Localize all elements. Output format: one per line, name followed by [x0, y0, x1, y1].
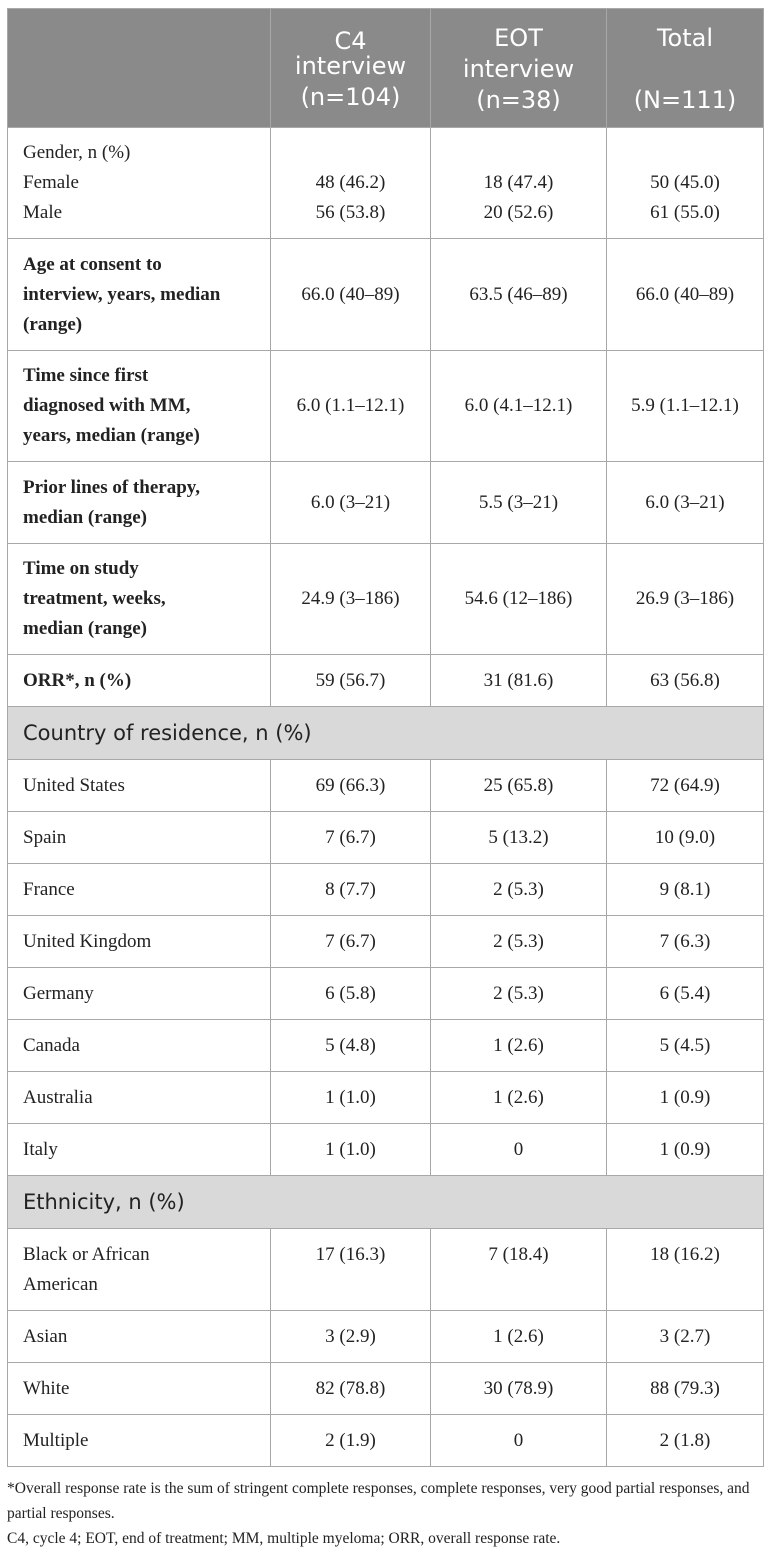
country-label: United Kingdom [8, 916, 271, 968]
country-total: 1 (0.9) [607, 1072, 764, 1124]
header-text: interview [462, 54, 575, 83]
diagnosis-c4: 6.0 (1.1–12.1) [271, 351, 431, 462]
country-section-title: Country of residence, n (%) [8, 707, 764, 760]
ethnicity-eot [431, 1229, 607, 1311]
header-text: (n=104) [300, 82, 401, 111]
table-row [8, 1415, 764, 1467]
ethnicity-total: 3 (2.7) [607, 1311, 764, 1363]
gender-male-total: 61 (55.0) [650, 202, 720, 223]
treatment-label [8, 544, 271, 655]
header-c4-interview [271, 9, 431, 128]
orr-label: ORR*, n (%) [8, 655, 271, 707]
table-header-row [8, 9, 764, 128]
gender-male-eot: 20 (52.6) [483, 202, 554, 223]
country-c4: 1 (1.0) [271, 1124, 431, 1176]
country-eot: 25 (65.8) [431, 760, 607, 812]
ethnicity-section-title: Ethnicity, n (%) [8, 1176, 764, 1229]
gender-female-eot: 18 (47.4) [483, 172, 554, 193]
table-row [8, 1072, 764, 1124]
label-line: Time since first [23, 365, 149, 386]
ethnicity-c4: 2 (1.9) [271, 1415, 431, 1467]
demographics-table-container [7, 8, 763, 1467]
footnote-orr-definition: *Overall response rate is the sum of stringent complete responses, complete responses, very good partial responses, and partial responses. [7, 1480, 750, 1522]
orr-eot: 31 (81.6) [431, 655, 607, 707]
label-line: Age at consent to [23, 253, 162, 275]
gender-male-label: Male [23, 202, 63, 223]
label-line: Prior lines of therapy, [23, 476, 200, 498]
gender-female-label: Female [23, 172, 79, 193]
country-label: United States [8, 760, 271, 812]
prior-lines-total: 6.0 (3–21) [607, 462, 764, 544]
prior-lines-label [8, 462, 271, 544]
prior-lines-c4: 6.0 (3–21) [271, 462, 431, 544]
demographics-table [7, 8, 764, 1467]
country-eot: 5 (13.2) [431, 812, 607, 864]
table-row-time-since-diagnosis [8, 351, 764, 462]
country-c4: 5 (4.8) [271, 1020, 431, 1072]
country-c4: 69 (66.3) [271, 760, 431, 812]
country-eot: 1 (2.6) [431, 1072, 607, 1124]
header-text: C4 [334, 26, 367, 55]
country-total: 1 (0.9) [607, 1124, 764, 1176]
table-row-age [8, 239, 764, 351]
table-row-prior-lines [8, 462, 764, 544]
value-text: 18 (16.2) [650, 1244, 720, 1265]
country-eot: 2 (5.3) [431, 864, 607, 916]
table-row [8, 1363, 764, 1415]
country-total: 10 (9.0) [607, 812, 764, 864]
ethnicity-total [607, 1229, 764, 1311]
ethnicity-eot: 30 (78.9) [431, 1363, 607, 1415]
gender-label-cell [8, 128, 271, 239]
country-eot: 2 (5.3) [431, 916, 607, 968]
country-eot: 2 (5.3) [431, 968, 607, 1020]
section-country [8, 707, 764, 760]
age-eot: 63.5 (46–89) [431, 239, 607, 351]
label-line: years, median (range) [23, 425, 200, 446]
table-row [8, 760, 764, 812]
table-row [8, 968, 764, 1020]
table-footnotes [7, 1476, 767, 1551]
country-c4: 7 (6.7) [271, 916, 431, 968]
country-eot: 0 [431, 1124, 607, 1176]
ethnicity-c4 [271, 1229, 431, 1311]
header-text: (n=38) [476, 85, 561, 114]
country-c4: 7 (6.7) [271, 812, 431, 864]
table-row [8, 1020, 764, 1072]
table-row [8, 864, 764, 916]
label-line: diagnosed with MM, [23, 395, 191, 416]
country-total: 7 (6.3) [607, 916, 764, 968]
value-text: 17 (16.3) [315, 1244, 386, 1265]
label-line: American [23, 1273, 98, 1295]
table-row [8, 1124, 764, 1176]
age-c4: 66.0 (40–89) [271, 239, 431, 351]
country-c4: 6 (5.8) [271, 968, 431, 1020]
ethnicity-label: Asian [8, 1311, 271, 1363]
header-text: EOT [494, 23, 543, 52]
ethnicity-c4: 82 (78.8) [271, 1363, 431, 1415]
label-line: (range) [23, 313, 83, 335]
gender-c4-cell [271, 128, 431, 239]
treatment-c4: 24.9 (3–186) [271, 544, 431, 655]
ethnicity-eot: 0 [431, 1415, 607, 1467]
header-spacer [607, 54, 763, 85]
prior-lines-eot: 5.5 (3–21) [431, 462, 607, 544]
label-line: Black or African [23, 1243, 150, 1265]
gender-female-c4: 48 (46.2) [315, 172, 386, 193]
country-total: 5 (4.5) [607, 1020, 764, 1072]
diagnosis-total: 5.9 (1.1–12.1) [607, 351, 764, 462]
country-c4: 1 (1.0) [271, 1072, 431, 1124]
gender-title: Gender, n (%) [23, 142, 131, 163]
orr-total: 63 (56.8) [607, 655, 764, 707]
treatment-eot: 54.6 (12–186) [431, 544, 607, 655]
header-text: (N=111) [633, 85, 737, 114]
header-text: Total [656, 23, 714, 52]
ethnicity-label: White [8, 1363, 271, 1415]
ethnicity-eot: 1 (2.6) [431, 1311, 607, 1363]
country-label: Italy [8, 1124, 271, 1176]
country-label: Germany [8, 968, 271, 1020]
footnote-abbreviations: C4, cycle 4; EOT, end of treatment; MM, multiple myeloma; ORR, overall response rate. [7, 1530, 561, 1547]
table-row-gender [8, 128, 764, 239]
label-line: median (range) [23, 506, 148, 528]
country-label: France [8, 864, 271, 916]
ethnicity-total: 88 (79.3) [607, 1363, 764, 1415]
gender-total-cell [607, 128, 764, 239]
ethnicity-label [8, 1229, 271, 1311]
table-row [8, 812, 764, 864]
orr-c4: 59 (56.7) [271, 655, 431, 707]
header-total [607, 9, 764, 128]
ethnicity-label: Multiple [8, 1415, 271, 1467]
label-line: interview, years, median [23, 283, 221, 305]
ethnicity-c4: 3 (2.9) [271, 1311, 431, 1363]
age-total: 66.0 (40–89) [607, 239, 764, 351]
age-label [8, 239, 271, 351]
label-line: treatment, weeks, [23, 588, 166, 609]
table-row [8, 916, 764, 968]
diagnosis-label [8, 351, 271, 462]
country-label: Australia [8, 1072, 271, 1124]
value-text: 7 (18.4) [488, 1244, 549, 1265]
ethnicity-total: 2 (1.8) [607, 1415, 764, 1467]
table-row-orr [8, 655, 764, 707]
section-ethnicity [8, 1176, 764, 1229]
gender-eot-cell [431, 128, 607, 239]
country-label: Spain [8, 812, 271, 864]
gender-female-total: 50 (45.0) [650, 172, 720, 193]
country-total: 72 (64.9) [607, 760, 764, 812]
treatment-total: 26.9 (3–186) [607, 544, 764, 655]
country-total: 6 (5.4) [607, 968, 764, 1020]
header-text: interview [294, 51, 407, 80]
gender-male-c4: 56 (53.8) [315, 202, 386, 223]
country-eot: 1 (2.6) [431, 1020, 607, 1072]
label-line: median (range) [23, 618, 148, 639]
country-label: Canada [8, 1020, 271, 1072]
label-line: Time on study [23, 558, 139, 579]
header-eot-interview [431, 9, 607, 128]
table-row [8, 1229, 764, 1311]
table-row [8, 1311, 764, 1363]
country-total: 9 (8.1) [607, 864, 764, 916]
table-row-time-on-treatment [8, 544, 764, 655]
header-empty [8, 9, 271, 128]
diagnosis-eot: 6.0 (4.1–12.1) [431, 351, 607, 462]
country-c4: 8 (7.7) [271, 864, 431, 916]
